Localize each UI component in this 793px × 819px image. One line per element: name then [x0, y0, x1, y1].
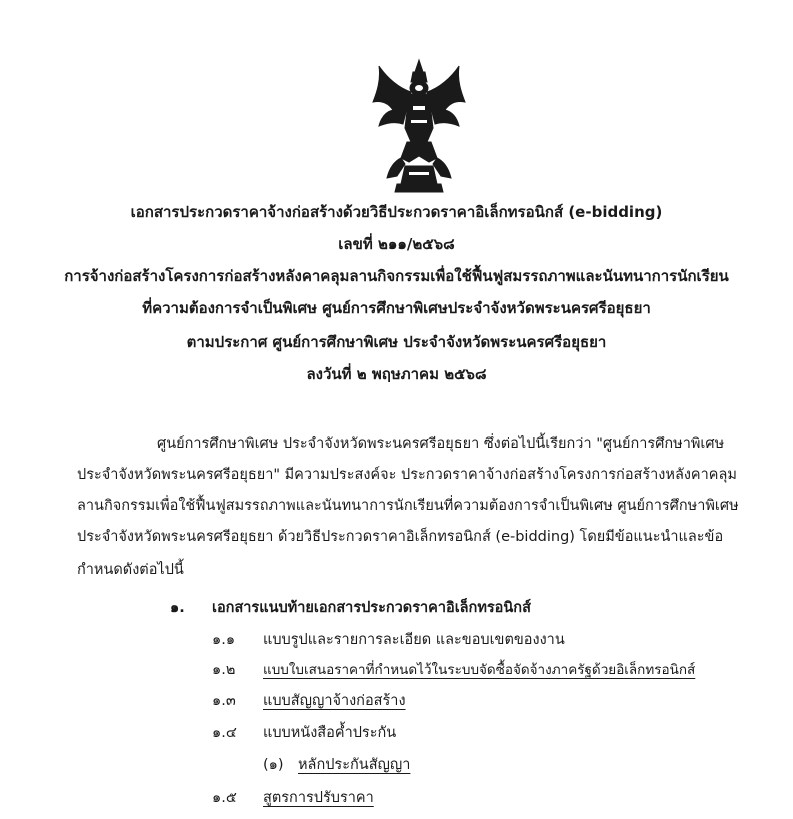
- item-link[interactable]: แบบสัญญาจ้างก่อสร้าง: [263, 693, 406, 709]
- announcement-line: ตามประกาศ ศูนย์การศึกษาพิเศษ ประจำจังหวัดพระนครศรีอยุธยา: [186, 333, 607, 351]
- document-title: เอกสารประกวดราคาจ้างก่อสร้างด้วยวิธีประกวดราคาอิเล็กทรอนิกส์ (e-bidding): [130, 203, 663, 221]
- subitem-number: (๑): [263, 757, 284, 773]
- section-title: เอกสารแนบท้ายเอกสารประกวดราคาอิเล็กทรอนิกส์: [212, 600, 531, 616]
- body-line-3: ลานกิจกรรมเพื่อใช้ฟื้นฟูสมรรถภาพและนันทนาการนักเรียนที่ความต้องการจำเป็นพิเศษ ศูนย์การศึกษาพิเศษ: [77, 498, 739, 514]
- body-line-2: ประจำจังหวัดพระนครศรีอยุธยา" มีความประสงค์จะ ประกวดราคาจ้างก่อสร้างโครงการก่อสร้างหลังคาคลุม: [77, 467, 737, 483]
- item-text: แบบรูปและรายการละเอียด และขอบเขตของงาน: [263, 632, 565, 648]
- item-number: ๑.๓: [212, 693, 236, 709]
- project-title-line1: การจ้างก่อสร้างโครงการก่อสร้างหลังคาคลุมลานกิจกรรมเพื่อใช้ฟื้นฟูสมรรถภาพและนันทนาการนักเรียน: [64, 267, 729, 285]
- project-title-line2: ที่ความต้องการจำเป็นพิเศษ ศูนย์การศึกษาพิเศษประจำจังหวัดพระนครศรีอยุธยา: [142, 299, 651, 317]
- section-number: ๑.: [170, 600, 185, 616]
- item-number: ๑.๕: [212, 790, 237, 806]
- body-line-4: ประจำจังหวัดพระนครศรีอยุธยา ด้วยวิธีประกวดราคาอิเล็กทรอนิกส์ (e-bidding) โดยมีข้อแนะนำและข้อ: [77, 529, 724, 545]
- subitem-link[interactable]: หลักประกันสัญญา: [298, 757, 411, 773]
- item-text: แบบหนังสือค้ำประกัน: [263, 725, 397, 741]
- item-link[interactable]: สูตรการปรับราคา: [263, 790, 374, 806]
- body-line-5: กำหนดดังต่อไปนี้: [77, 562, 184, 578]
- document-number: เลขที่ ๒๑๑/๒๕๖๘: [338, 235, 455, 253]
- item-number: ๑.๒: [212, 662, 236, 678]
- body-line-1: ศูนย์การศึกษาพิเศษ ประจำจังหวัดพระนครศรีอยุธยา ซึ่งต่อไปนี้เรียกว่า "ศูนย์การศึกษาพิเศษ: [157, 436, 725, 452]
- announcement-date: ลงวันที่ ๒ พฤษภาคม ๒๕๖๘: [306, 365, 487, 383]
- item-number: ๑.๑: [212, 632, 236, 648]
- garuda-emblem: [371, 58, 467, 194]
- item-link[interactable]: แบบใบเสนอราคาที่กำหนดไว้ในระบบจัดซื้อจัดจ้างภาครัฐด้วยอิเล็กทรอนิกส์: [263, 662, 696, 678]
- item-number: ๑.๔: [212, 725, 237, 741]
